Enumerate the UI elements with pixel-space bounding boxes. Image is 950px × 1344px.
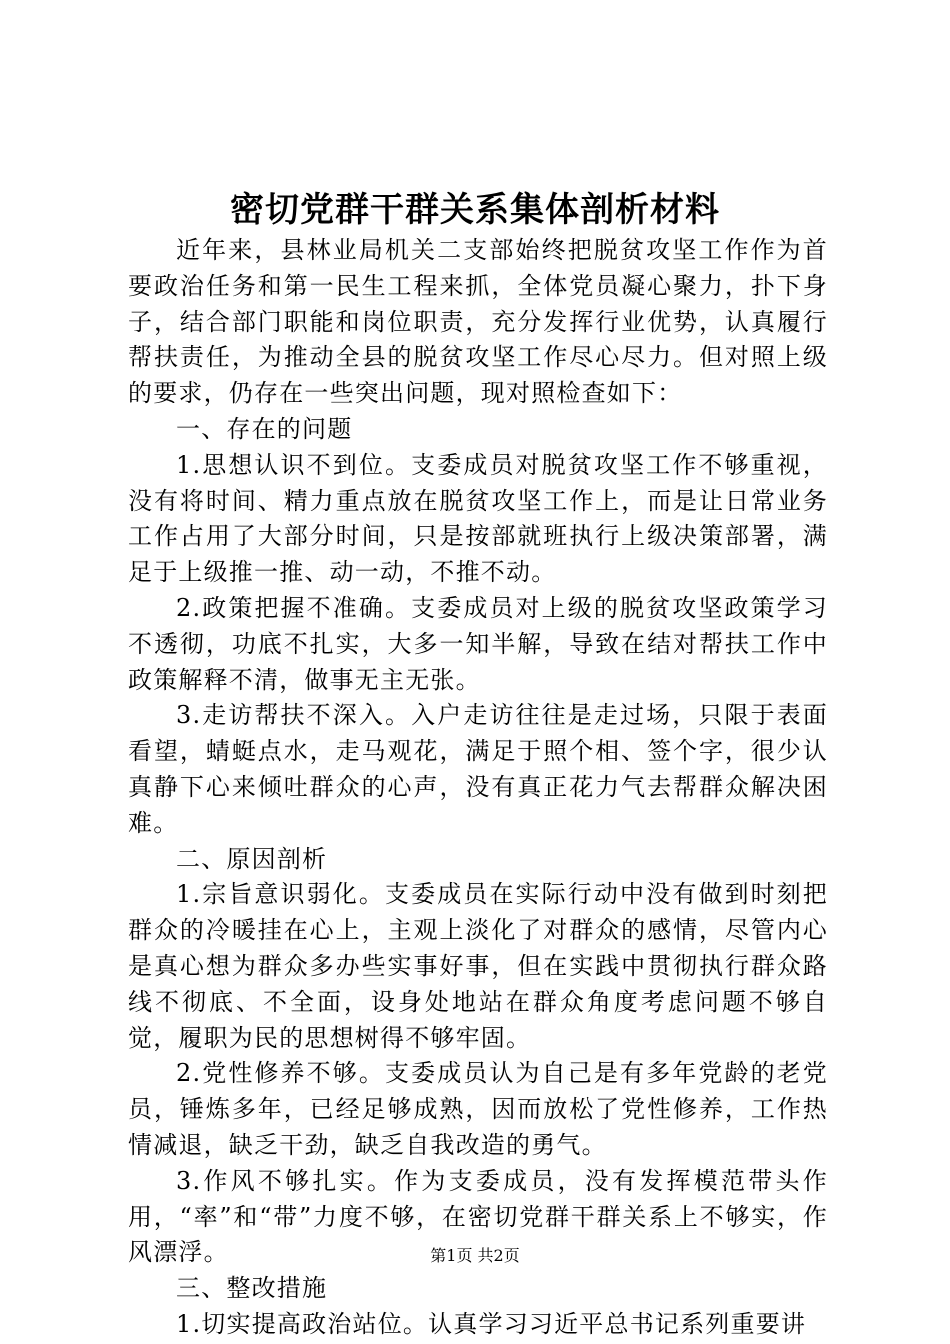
document-body xyxy=(128,233,828,1343)
section-heading-causes: 二、原因剖析 xyxy=(176,844,328,873)
problem-item-2: 2.政策把握不准确。支委成员对上级的脱贫攻坚政策学习不透彻，功底不扎实，大多一知半解，导致在结对帮扶工作中政策解释不清，做事无主无张。 xyxy=(128,593,828,694)
cause-item-3: 3.作风不够扎实。作为支委成员，没有发挥模范带头作用，“率”和“带”力度不够，在密切党群干群关系上不够实，作风漂浮。 xyxy=(128,1166,828,1267)
page-number-footer: 第1页 共2页 xyxy=(430,1246,520,1265)
problem-item-1: 1.思想认识不到位。支委成员对脱贫攻坚工作不够重视，没有将时间、精力重点放在脱贫攻坚工作上，而是让日常业务工作占用了大部分时间，只是按部就班执行上级决策部署，满足于上级推一推、动一动，不推不动。 xyxy=(128,450,828,587)
problem-item-3: 3.走访帮扶不深入。入户走访往往是走过场，只限于表面看望，蜻蜓点水，走马观花，满足于照个相、签个字，很少认真静下心来倾吐群众的心声，没有真正花力气去帮群众解决困难。 xyxy=(128,701,828,837)
measure-item-1: 1.切实提高政治站位。认真学习习近平总书记系列重要讲 xyxy=(176,1309,807,1338)
cause-item-1: 1.宗旨意识弱化。支委成员在实际行动中没有做到时刻把群众的冷暖挂在心上，主观上淡化了对群众的感情，尽管内心是真心想为群众多办些实事好事，但在实践中贯彻执行群众路线不彻底、不全面，设身处地站在群众角度考虑问题不够自觉，履职为民的思想树得不够牢固。 xyxy=(128,880,828,1052)
section-heading-measures: 三、整改措施 xyxy=(176,1274,328,1303)
cause-item-2: 2.党性修养不够。支委成员认为自己是有多年党龄的老党员，锤炼多年，已经足够成熟，因而放松了党性修养，工作热情减退，缺乏干劲，缺乏自我改造的勇气。 xyxy=(128,1059,828,1159)
intro-paragraph: 近年来，县林业局机关二支部始终把脱贫攻坚工作作为首要政治任务和第一民生工程来抓，全体党员凝心聚力，扑下身子，结合部门职能和岗位职责，充分发挥行业优势，认真履行帮扶责任，为推动全县的脱贫攻坚工作尽心尽力。但对照上级的要求，仍存在一些突出问题，现对照检查如下： xyxy=(128,236,828,408)
document-title: 密切党群干群关系集体剖析材料 xyxy=(230,190,720,230)
section-heading-problems: 一、存在的问题 xyxy=(176,414,353,443)
